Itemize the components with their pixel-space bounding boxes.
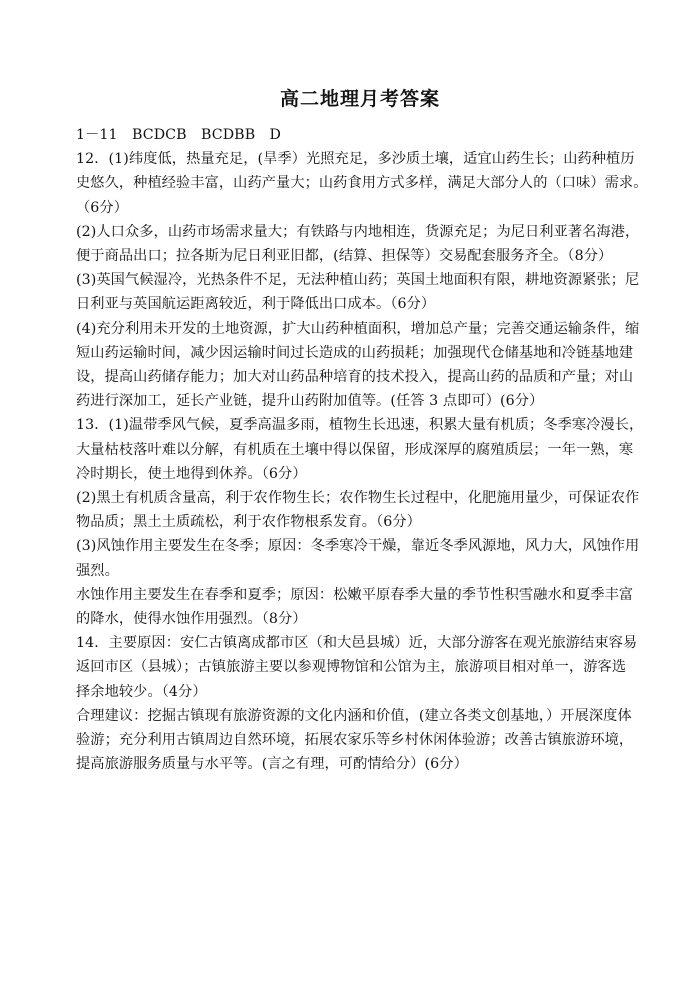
answer-line: 的降水，使得水蚀作用强烈。（8分）	[76, 611, 307, 628]
answer-line: 12．(1)纬度低，热量充足，(旱季）光照充足，多沙质土壤，适宜山药生长；山药种植历	[76, 151, 635, 168]
answer-line: 强烈。	[76, 562, 119, 579]
answer-line: (3)英国气候湿冷，光热条件不足，无法种植山药；英国土地面积有限，耕地资源紧张；尼	[76, 272, 640, 289]
answer-line: 物品质；黑土土质疏松，利于农作物根系发育。（6分）	[76, 514, 421, 531]
answer-line: (4)充分利用未开发的土地资源，扩大山药种植面积，增加总产量；完善交通运输条件，缩	[76, 320, 640, 337]
answer-line: 药进行深加工，延长产业链，提升山药附加值等。(任答 3 点即可）(6分）	[76, 393, 544, 410]
answer-line: (3)风蚀作用主要发生在冬季；原因：冬季寒冷干燥，靠近冬季风源地，风力大，风蚀作用	[76, 538, 640, 555]
answer-line: （6分）	[76, 199, 128, 216]
answer-body	[76, 123, 648, 776]
answer-line: 设，提高山药储存能力；加大对山药品种培育的技术投入，提高山药的品质和产量；对山	[76, 369, 634, 386]
answer-line: 合理建议：挖掘古镇现有旅游资源的文化内涵和价值，(建立各类文创基地，）开展深度体	[76, 707, 632, 724]
answer-line: 便于商品出口；拉各斯为尼日利亚旧都，(结算、担保等）交易配套服务齐全。（8分）	[76, 248, 613, 265]
answer-line: 史悠久，种植经验丰富，山药产量大；山药食用方式多样，满足大部分人的（口味）需求。	[76, 175, 648, 192]
answer-line: (2)黑土有机质含量高，利于农作物生长；农作物生长过程中，化肥施用量少，可保证农作	[76, 490, 640, 507]
answer-line: 短山药运输时间，减少因运输时间过长造成的山药损耗；加强现代仓储基地和冷链基地建	[76, 344, 634, 361]
answer-line: 大量枯枝落叶难以分解，有机质在土壤中得以保留，形成深厚的腐殖质层；一年一熟，寒	[76, 441, 634, 458]
answer-line: 冷时期长，使土地得到休养。（6分）	[76, 465, 307, 482]
answer-line: 验游；充分利用古镇周边自然环境，拓展农家乐等乡村休闲体验游；改善古镇旅游环境，	[76, 732, 634, 749]
answer-line: 1－11 BCDCB BCDBB D	[76, 127, 281, 143]
answer-line: 日利亚与英国航运距离较近，利于降低出口成本。（6分）	[76, 296, 436, 313]
answer-line: 13．(1)温带季风气候，夏季高温多雨，植物生长迅速，积累大量有机质；冬季寒冷漫长，	[76, 417, 644, 434]
answer-line: 14．主要原因：安仁古镇离成都市区（和大邑县城）近，大部分游客在观光旅游结束容易	[76, 635, 638, 652]
answer-line: 提高旅游服务质量与水平等。(言之有理，可酌情给分）(6分）	[76, 756, 468, 773]
answer-line: 水蚀作用主要发生在春季和夏季；原因：松嫩平原春季大量的季节性积雪融水和夏季丰富	[76, 586, 634, 603]
answer-line: 返回市区（县城）；古镇旅游主要以参观博物馆和公馆为主，旅游项目相对单一，游客选	[76, 659, 627, 676]
page-title: 高二地理月考答案	[279, 88, 440, 110]
answer-line: (2)人口众多，山药市场需求量大；有铁路与内地相连，货源充足；为尼日利亚著名海港，	[76, 223, 640, 240]
answer-line: 择余地较少。（4分）	[76, 683, 207, 700]
